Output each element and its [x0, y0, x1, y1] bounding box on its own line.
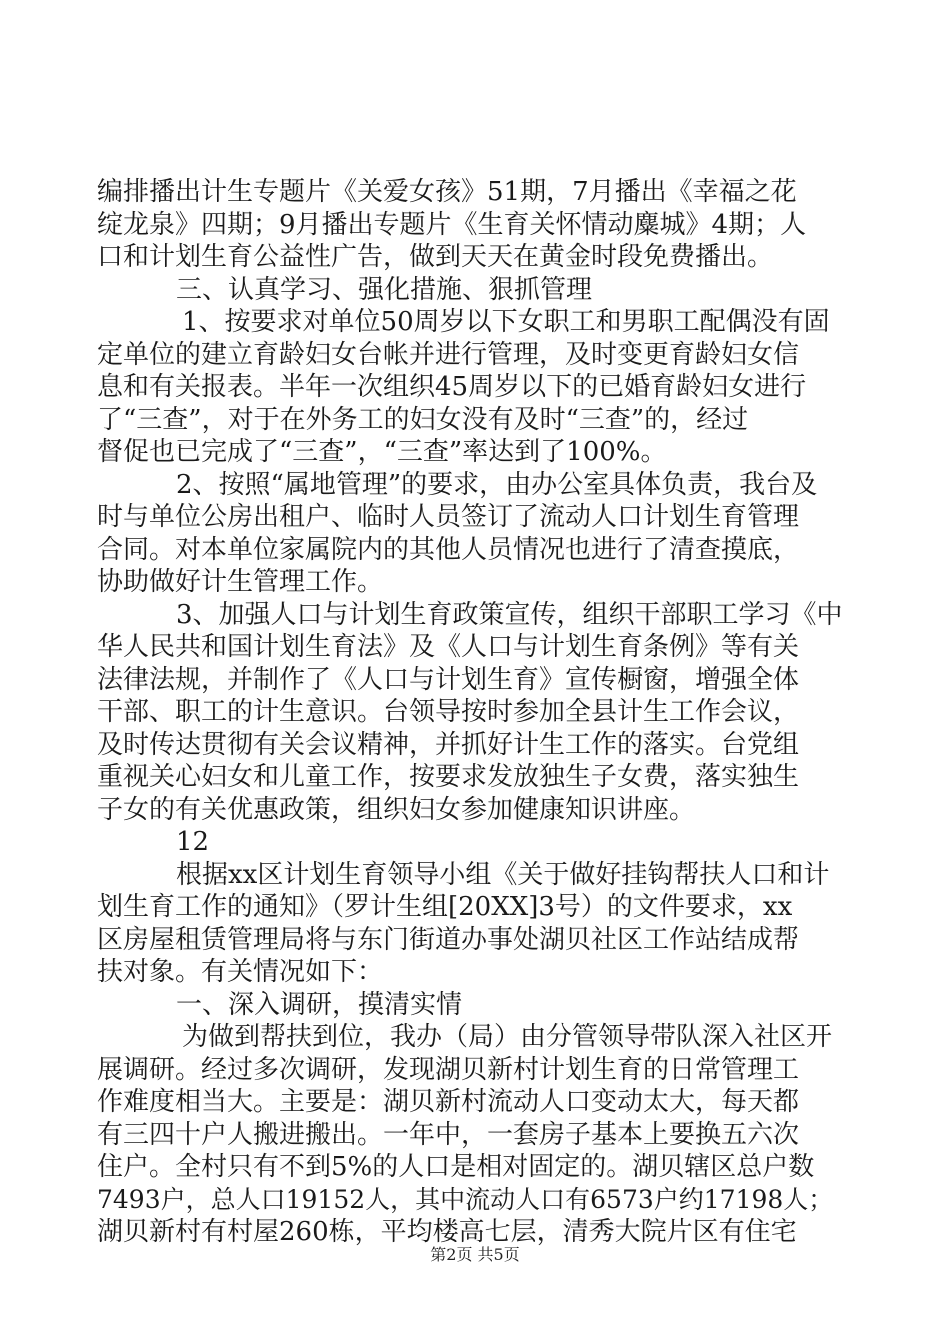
body-line: 督促也已完成了“三查”，“三查”率达到了100%。: [97, 437, 667, 467]
body-line: 3、加强人口与计划生育政策宣传，组织干部职工学习《中: [176, 600, 843, 630]
body-line: 协助做好计生管理工作。: [97, 567, 384, 597]
body-line: 息和有关报表。半年一次组织45周岁以下的已婚育龄妇女进行: [97, 372, 807, 402]
body-line: 湖贝新村有村屋260栋，平均楼高七层，清秀大院片区有住宅: [97, 1217, 797, 1247]
body-line: 干部、职工的计生意识。台领导按时参加全县计生工作会议，: [97, 697, 800, 727]
section-number: 12: [176, 827, 210, 857]
body-line: 口和计划生育公益性广告，做到天天在黄金时段免费播出。: [97, 242, 774, 272]
body-line: 扶对象。有关情况如下：: [97, 957, 384, 987]
body-line: 了“三查”，对于在外务工的妇女没有及时“三查”的，经过: [97, 405, 749, 435]
body-line: 子女的有关优惠政策，组织妇女参加健康知识讲座。: [97, 795, 696, 825]
body-line: 展调研。经过多次调研，发现湖贝新村计划生育的日常管理工: [97, 1055, 800, 1085]
body-line: 时与单位公房出租户、临时人员签订了流动人口计划生育管理: [97, 502, 800, 532]
section-heading: 三、认真学习、强化措施、狠抓管理: [176, 275, 593, 305]
body-line: 合同。对本单位家属院内的其他人员情况也进行了清查摸底，: [97, 535, 800, 565]
body-line: 根据xx区计划生育领导小组《关于做好挂钩帮扶人口和计: [176, 860, 830, 890]
body-line: 编排播出计生专题片《关爱女孩》51期，7月播出《幸福之花: [97, 177, 797, 207]
section-heading: 一、深入调研，摸清实情: [176, 990, 463, 1020]
body-line: 及时传达贯彻有关会议精神，并抓好计生工作的落实。台党组: [97, 730, 800, 760]
body-line: 绽龙泉》四期；9月播出专题片《生育关怀情动麋城》4期；人: [97, 210, 807, 240]
body-line: 有三四十户人搬进搬出。一年中，一套房子基本上要换五六次: [97, 1120, 800, 1150]
body-line: 2、按照“属地管理”的要求，由办公室具体负责，我台及: [176, 470, 818, 500]
body-line: 法律法规，并制作了《人口与计划生育》宣传橱窗，增强全体: [97, 665, 800, 695]
body-line: 重视关心妇女和儿童工作，按要求发放独生子女费，落实独生: [97, 762, 800, 792]
body-line: 7493户，总人口19152人，其中流动人口有6573户约17198人；: [97, 1185, 834, 1214]
body-line: 定单位的建立育龄妇女台帐并进行管理，及时变更育龄妇女信: [97, 340, 800, 370]
body-line: 区房屋租赁管理局将与东门街道办事处湖贝社区工作站结成帮: [97, 925, 800, 955]
body-line: 作难度相当大。主要是：湖贝新村流动人口变动太大，每天都: [97, 1087, 800, 1117]
body-line: 住户。全村只有不到5%的人口是相对固定的。湖贝辖区总户数: [97, 1152, 815, 1182]
body-line: 1、按要求对单位50周岁以下女职工和男职工配偶没有固: [182, 307, 830, 337]
body-line: 划生育工作的通知》（罗计生组[20XX]3号）的文件要求，xx: [97, 892, 793, 922]
body-line: 华人民共和国计划生育法》及《人口与计划生育条例》等有关: [97, 632, 800, 662]
body-line: 为做到帮扶到位，我办（局）由分管领导带队深入社区开: [182, 1022, 833, 1052]
page-footer: 第2页 共5页: [430, 1245, 520, 1264]
